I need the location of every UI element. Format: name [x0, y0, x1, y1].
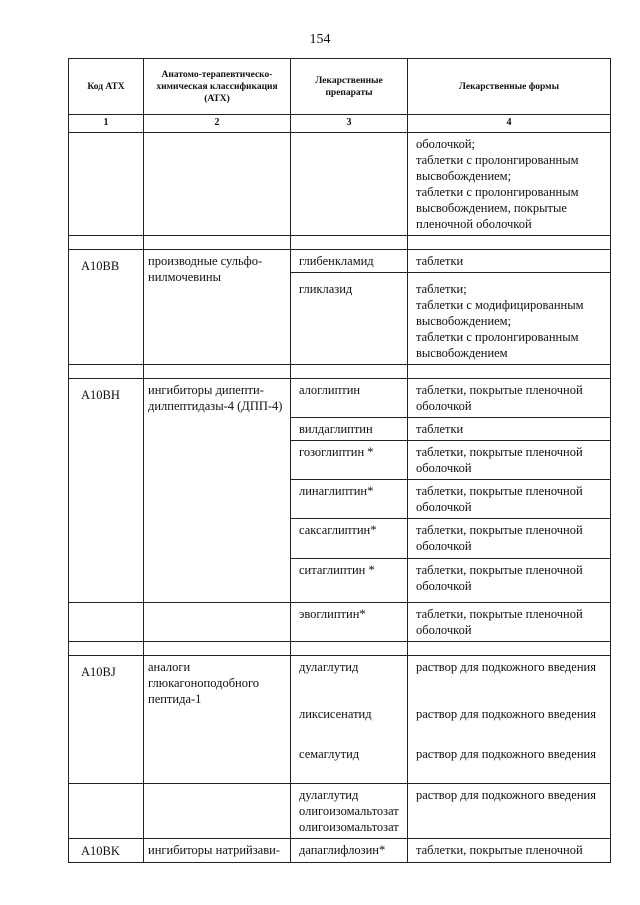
- atc-group-name: ингибиторы натрийзави-: [144, 839, 291, 863]
- drug-name: дулаглутид олигоизомальтозат олигоизомальтозат: [291, 784, 408, 839]
- drug-name: эвоглиптин*: [291, 603, 408, 642]
- header-classification: Анатомо-терапевтическо-химическая классификация (АТХ): [144, 59, 291, 115]
- header-drugs: Лекарственные препараты: [291, 59, 408, 115]
- drug-name: семаглутид: [291, 738, 408, 784]
- table-row: [69, 379, 611, 418]
- drug-name: гликлазид: [291, 273, 408, 365]
- drug-name: ликсисенатид: [291, 698, 408, 738]
- dosage-form: таблетки: [408, 250, 611, 273]
- drug-name: глибенкламид: [291, 250, 408, 273]
- drug-name: гозоглиптин *: [291, 441, 408, 480]
- dosage-form: раствор для подкожного введения: [408, 656, 611, 698]
- blank-cell: [69, 784, 144, 839]
- dosage-form: таблетки, покрытые пленочной оболочкой: [408, 441, 611, 480]
- dosage-form: таблетки, покрытые пленочной оболочкой: [408, 559, 611, 603]
- drug-name: саксаглиптин*: [291, 519, 408, 559]
- atc-group-name: производные сульфо-нилмочевины: [144, 250, 291, 365]
- drug-name: ситаглиптин *: [291, 559, 408, 603]
- column-number-row: [69, 115, 611, 133]
- dosage-form: таблетки; таблетки с модифицированным высвобождением; таблетки с пролонгированным высвобождением: [408, 273, 611, 365]
- dosage-form: таблетки, покрытые пленочной оболочкой: [408, 603, 611, 642]
- atc-code: A10BB: [69, 250, 144, 365]
- dosage-form: раствор для подкожного введения: [408, 698, 611, 738]
- column-number: 3: [291, 115, 408, 133]
- drug-name: дулаглутид: [291, 656, 408, 698]
- atc-group-name: аналоги глюкагоноподобного пептида-1: [144, 656, 291, 784]
- column-number: 4: [408, 115, 611, 133]
- table-row: [69, 656, 611, 698]
- spacer-row: [69, 236, 611, 250]
- atc-code: A10BH: [69, 379, 144, 603]
- atc-table: [68, 58, 611, 863]
- header-row: [69, 59, 611, 115]
- blank-cell: [291, 133, 408, 236]
- drug-name: линаглиптин*: [291, 480, 408, 519]
- blank-cell: [144, 784, 291, 839]
- atc-group-name: ингибиторы дипепти-дилпептидазы-4 (ДПП-4): [144, 379, 291, 603]
- dosage-form: таблетки, покрытые пленочной оболочкой: [408, 519, 611, 559]
- atc-code: A10BK: [69, 839, 144, 863]
- spacer-row: [69, 642, 611, 656]
- dosage-form: раствор для подкожного введения: [408, 784, 611, 839]
- spacer-row: [69, 365, 611, 379]
- dosage-form: таблетки, покрытые пленочной: [408, 839, 611, 863]
- blank-cell: [144, 603, 291, 642]
- blank-cell: [69, 133, 144, 236]
- drug-name: алоглиптин: [291, 379, 408, 418]
- dosage-form: оболочкой; таблетки с пролонгированным высвобождением; таблетки с пролонгированным высвобождением, покрытые пленочной оболочкой: [408, 133, 611, 236]
- dosage-form: таблетки: [408, 418, 611, 441]
- dosage-form: таблетки, покрытые пленочной оболочкой: [408, 480, 611, 519]
- dosage-form: раствор для подкожного введения: [408, 738, 611, 784]
- atc-code: A10BJ: [69, 656, 144, 784]
- table-row: [69, 603, 611, 642]
- blank-cell: [69, 603, 144, 642]
- drug-name: дапаглифлозин*: [291, 839, 408, 863]
- table-row: [69, 133, 611, 236]
- table-row: [69, 839, 611, 863]
- table-row: [69, 784, 611, 839]
- blank-cell: [144, 133, 291, 236]
- header-code: Код АТХ: [69, 59, 144, 115]
- header-forms: Лекарственные формы: [408, 59, 611, 115]
- column-number: 2: [144, 115, 291, 133]
- drug-name: вилдаглиптин: [291, 418, 408, 441]
- dosage-form: таблетки, покрытые пленочной оболочкой: [408, 379, 611, 418]
- page-number: 154: [309, 32, 331, 47]
- table-row: [69, 250, 611, 273]
- column-number: 1: [69, 115, 144, 133]
